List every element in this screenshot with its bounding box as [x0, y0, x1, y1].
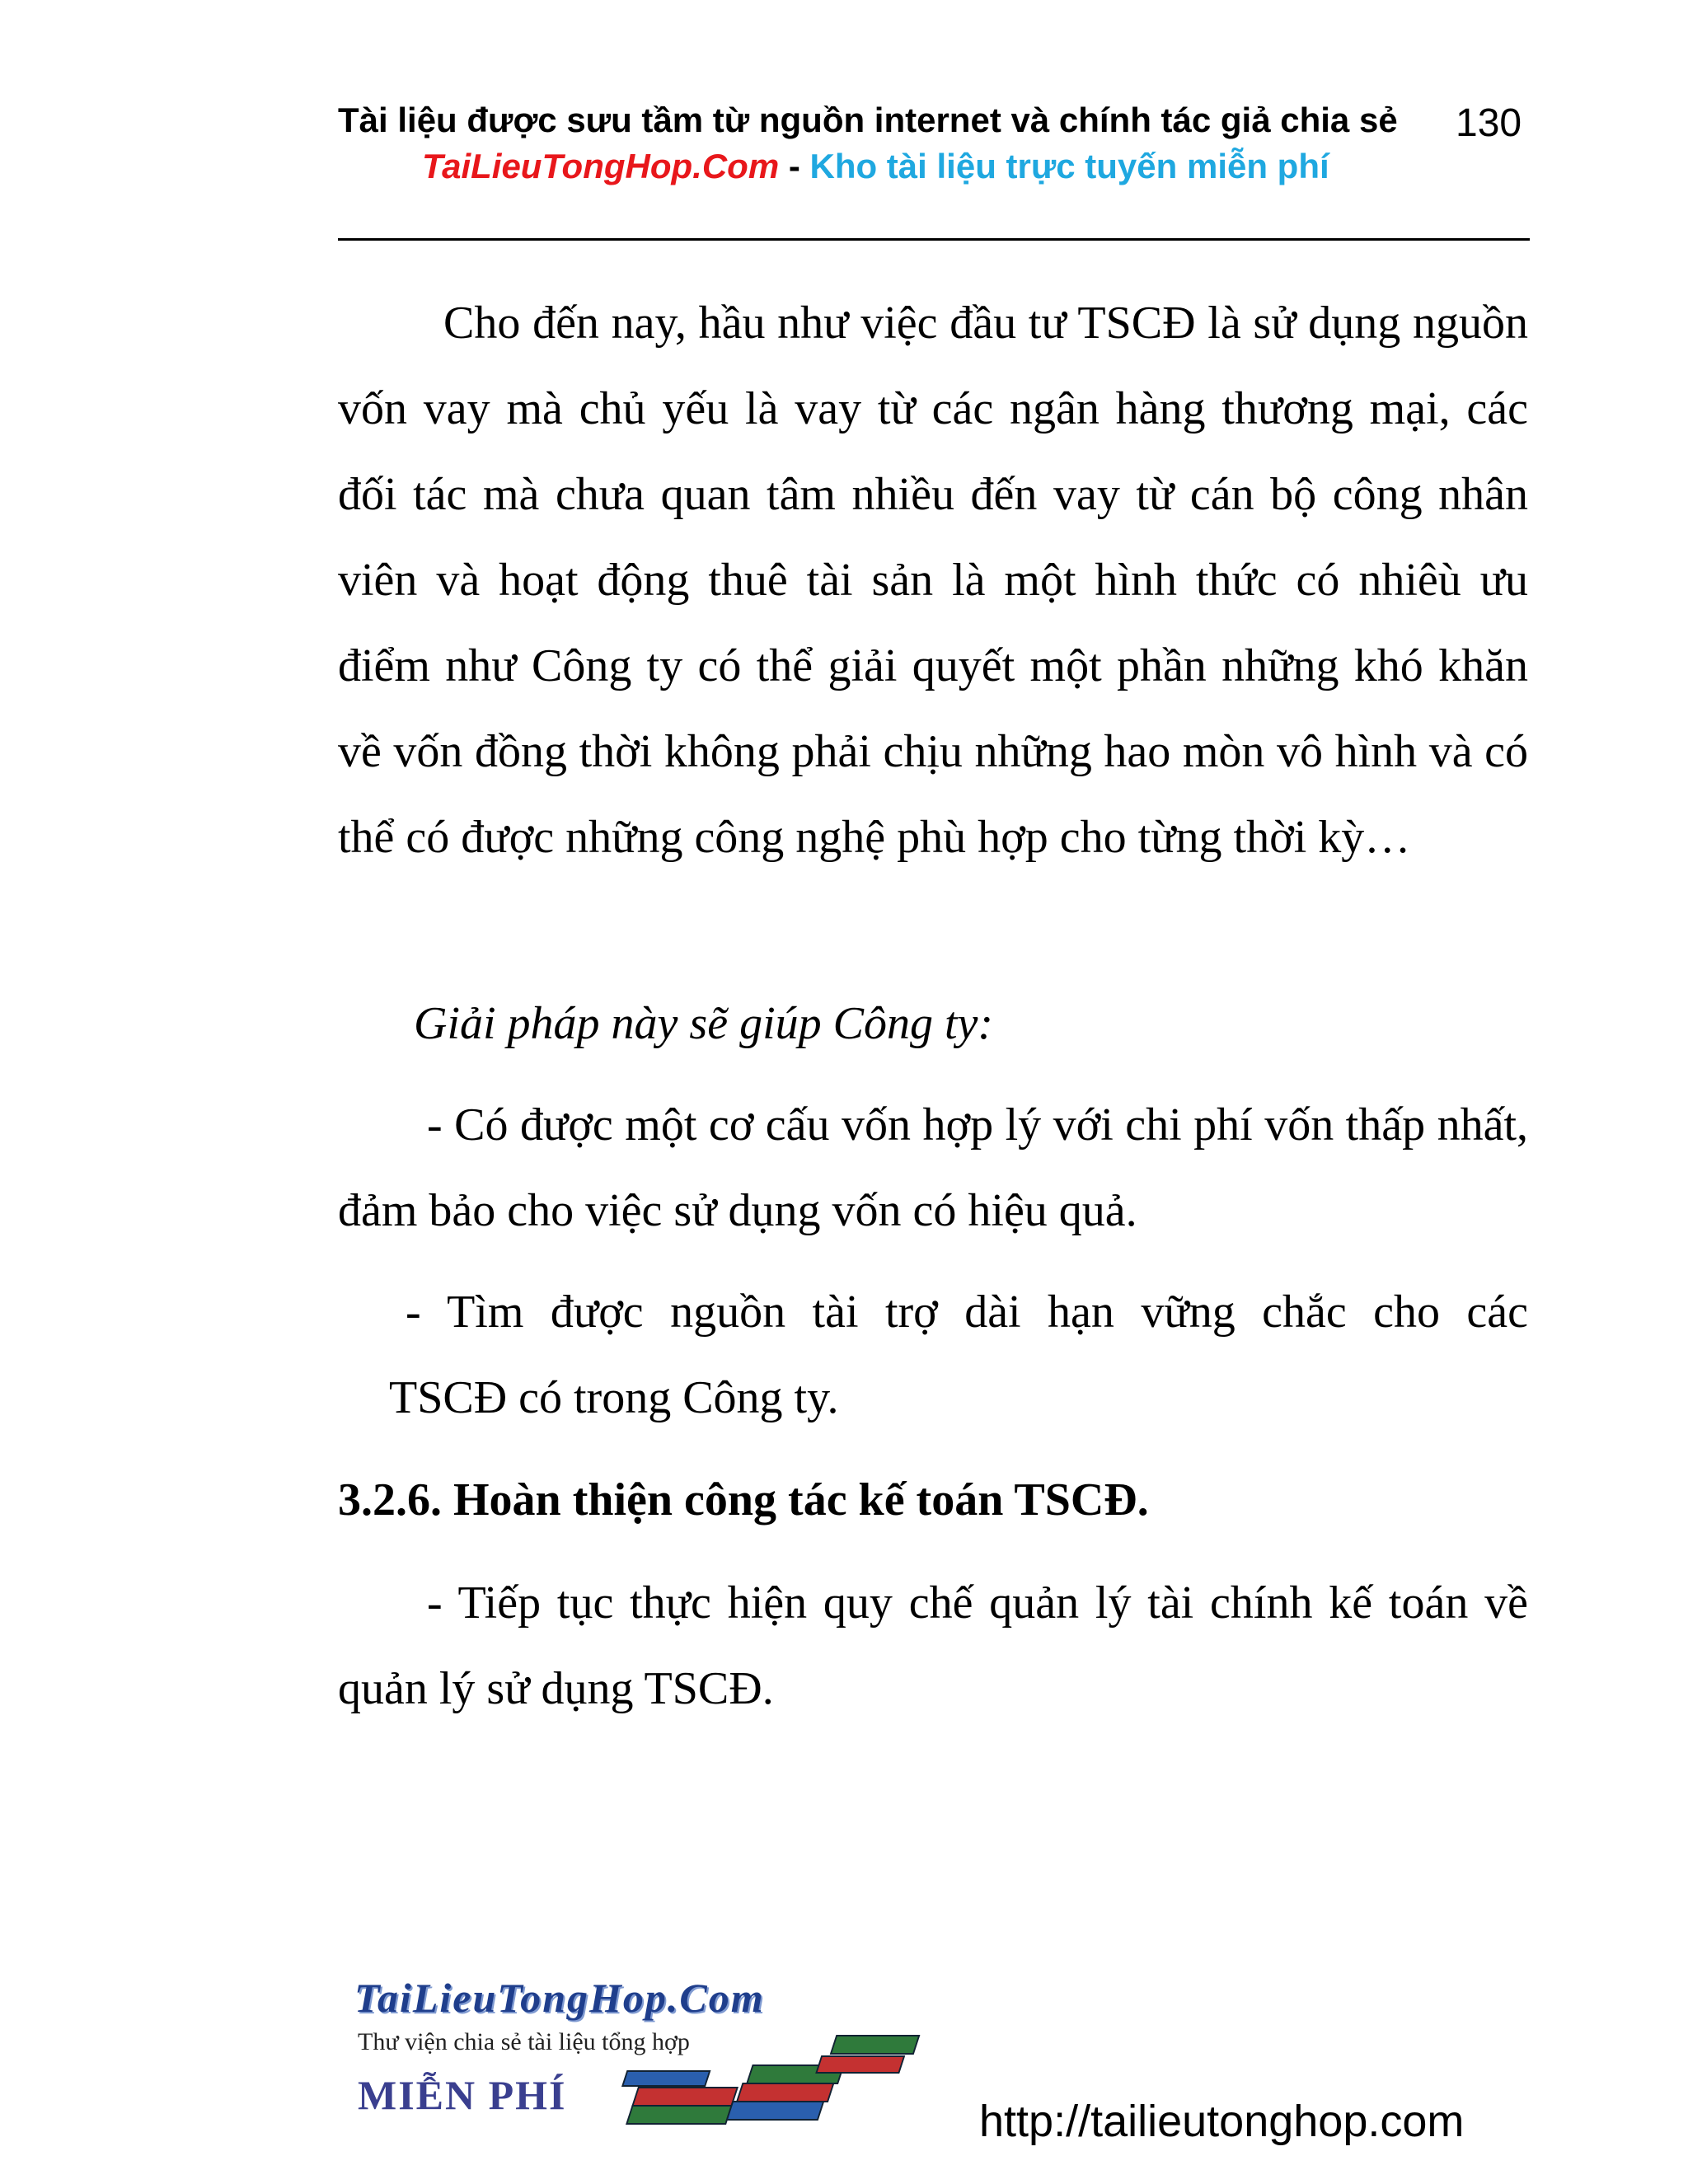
- header-site-name: TaiLieuTongHop.Com: [422, 147, 780, 185]
- books-stack-icon: [593, 2023, 940, 2139]
- bullet-accounting: - Tiếp tục thực hiện quy chế quản lý tài chính kế toán về quản lý sử dụng TSCĐ.: [338, 1577, 1528, 1714]
- section-heading: 3.2.6. Hoàn thiện công tác kế toán TSCĐ.: [338, 1474, 1149, 1526]
- header-divider: [338, 238, 1530, 241]
- bullet-capital-structure: - Có được một cơ cấu vốn hợp lý với chi phí vốn thấp nhất, đảm bảo cho việc sử dụng vốn có hiệu quả.: [338, 1099, 1528, 1236]
- footer-url-link[interactable]: http://tailieutonghop.com: [979, 2097, 1465, 2146]
- header-separator: -: [779, 147, 810, 185]
- header-site-line: [422, 147, 1329, 186]
- bullet-funding-line2: TSCĐ có trong Công ty.: [389, 1372, 839, 1423]
- page-number: 130: [1456, 101, 1522, 145]
- header-source-note: Tài liệu được sưu tầm từ nguồn internet và chính tác giả chia sẻ: [338, 101, 1398, 139]
- logo-subtitle: Thư viện chia sẻ tài liệu tổng hợp: [358, 2028, 690, 2055]
- italic-lead: Giải pháp này sẽ giúp Công ty:: [414, 998, 994, 1049]
- site-logo: [354, 1974, 981, 2139]
- logo-title: TaiLieuTongHop.Com: [354, 1975, 765, 2021]
- header-tagline: Kho tài liệu trực tuyến miễn phí: [809, 147, 1329, 185]
- logo-free-label: MIỄN PHÍ: [358, 2072, 567, 2118]
- bullet-funding-line1: - Tìm được nguồn tài trợ dài hạn vững chắc cho các: [406, 1286, 1528, 1338]
- paragraph-intro: Cho đến nay, hầu như việc đầu tư TSCĐ là sử dụng nguồn vốn vay mà chủ yếu là vay từ các ngân hàng thương mại, các đối tác mà chưa quan tâm nhiều đến vay từ cán bộ công nhân viên và hoạt động thuê tài sản là một hình thức có nhiêù ưu điểm như Công ty có thể giải quyết một phần những khó khăn về vốn đồng thời không phải chịu những hao mòn vô hình và có thể có được những công nghệ phù hợp cho từng thời kỳ…: [338, 298, 1528, 863]
